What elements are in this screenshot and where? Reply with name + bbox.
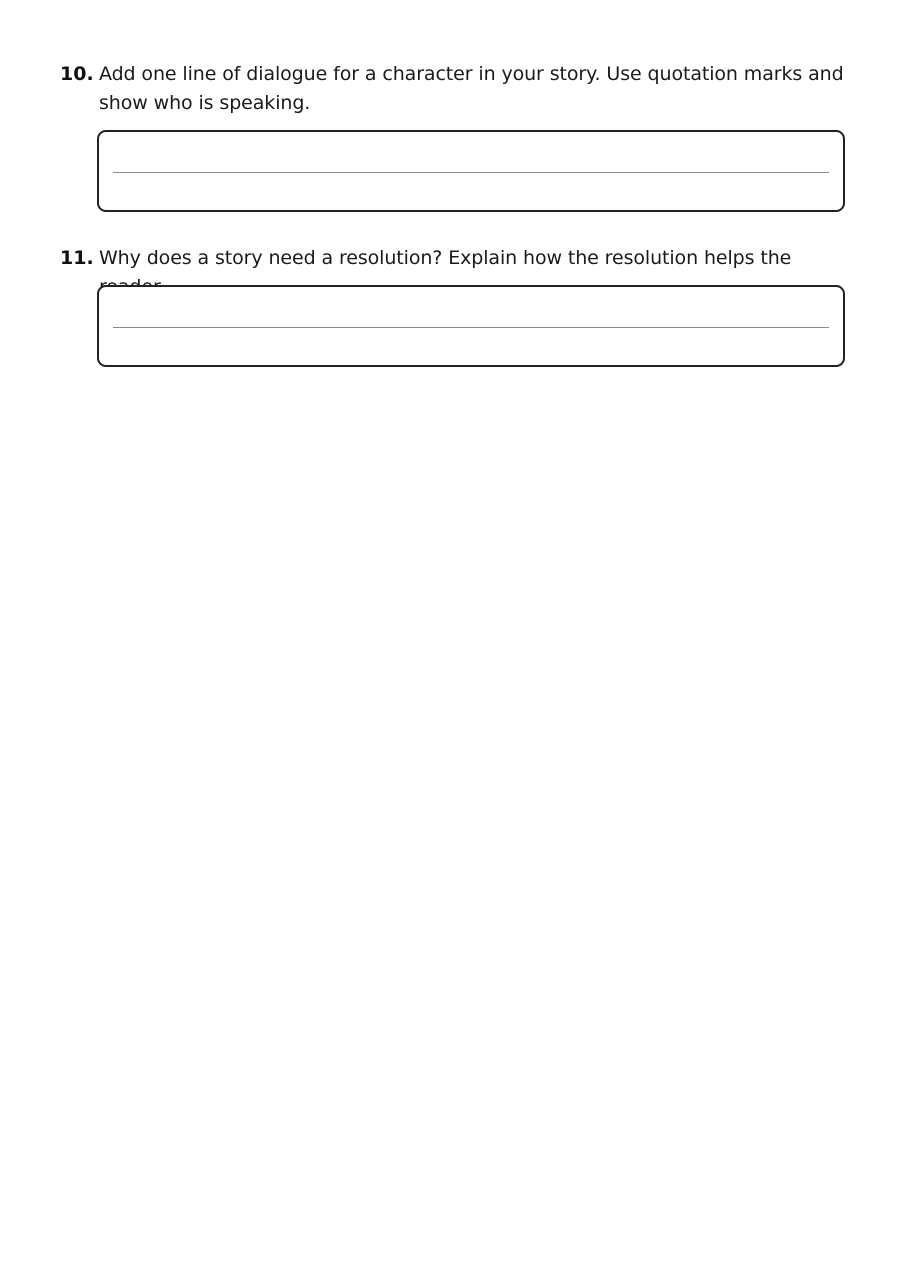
question-header	[60, 60, 850, 118]
answer-writing-line	[113, 172, 829, 173]
question-10	[60, 60, 850, 118]
question-11	[60, 244, 850, 302]
answer-box[interactable]	[97, 130, 845, 212]
question-text: Why does a story need a resolution? Explain how the resolution helps the	[99, 247, 792, 269]
question-number: 10.	[60, 63, 94, 85]
question-text: Add one line of dialogue for a character in your story. Use quotation marks and show who is speaking.	[99, 63, 844, 114]
answer-writing-line	[113, 327, 829, 328]
question-number: 11.	[60, 247, 94, 269]
answer-box[interactable]	[97, 285, 845, 367]
